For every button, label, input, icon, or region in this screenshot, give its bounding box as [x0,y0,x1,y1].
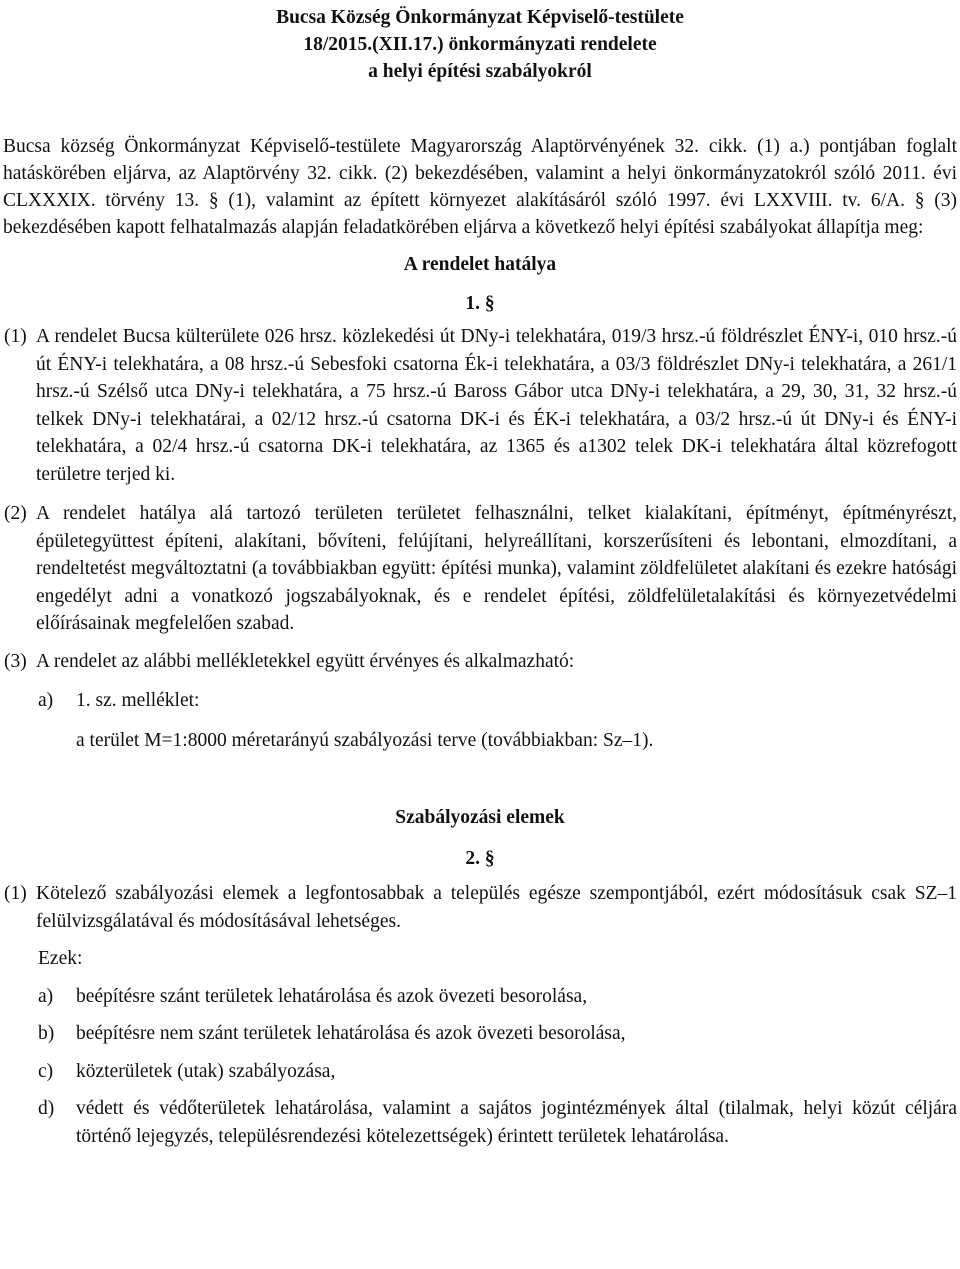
section-2-paragraph-1 [0,880,957,935]
paragraph-text: A rendelet hatálya alá tartozó területen területet felhasználni, telket kialakítani, építményt, építményrészt, épületegyüttest építeni, alakítani, bővíteni, felújítani, helyreállítani, korszerűsíteni és lebontani, elmozdítani, a rendeltetést megváltoztatni (a továbbiakban együtt: építési munka), valamint zöldfelületet alakítani és ezekre hatósági engedélyt adni a vonatkozó jogszabályoknak, és e rendelet építési, zöldfelületalakítási és környezetvédelmi előírásainak megfelelően szabad. [36,503,957,634]
document-title [0,4,960,85]
paragraph-number: (2) [4,503,27,524]
annex-item-a [0,687,957,715]
paragraph-text: A rendelet az alábbi mellékletekkel együtt érvényes és alkalmazható: [36,650,575,672]
list-item-b [0,1020,957,1048]
item-label: d) [38,1098,55,1119]
title-line-2: 18/2015.(XII.17.) önkormányzati rendelete [303,34,657,55]
section-1-number: 1. § [465,293,495,314]
list-item-c [0,1058,957,1086]
item-label: c) [38,1060,54,1082]
item-text: beépítésre szánt területek lehatárolása és azok övezeti besorolása, [76,985,588,1007]
item-label: b) [38,1023,55,1044]
paragraph-text: Kötelező szabályozási elemek a legfontosabbak a település egésze szempontjából, ezért módosításuk csak SZ–1 felülvizsgálatával és módosításával lehetséges. [36,883,957,932]
list-intro: Ezek: [38,948,83,969]
section-2-heading: Szabályozási elemek [395,807,565,828]
paragraph-number: (1) [4,883,27,904]
paragraph-text: A rendelet Bucsa külterülete 026 hrsz. közlekedési út DNy-i telekhatára, 019/3 hrsz.-ú földrészlet ÉNY-i, 010 hrsz.-ú út ÉNY-i telekhatára, a 08 hrsz.-ú Sebesfoki csatorna Ék-i telekhatára, a 03/3 földrészlet DNy-i telekhatára, a 261/1 hrsz.-ú Szélső utca DNy-i telekhatára, a 75 hrsz.-ú Baross Gábor utca DNy-i telekhatára, a 29, 30, 31, 32 hrsz.-ú telkek DNy-i telekhatárai, a 02/12 hrsz.-ú csatorna DK-i és ÉK-i telekhatára, a 03/2 hrsz.-ú út DNy-i és ÉNY-i telekhatára, a 02/4 hrsz.-ú csatorna DK-i telekhatára, az 1365 és a1302 telek DK-i telekhatára által közrefogott területre terjed ki. [36,326,957,485]
item-label: a) [38,985,54,1007]
paragraph-number: (3) [4,650,27,672]
section-1-paragraph-1 [0,323,957,488]
item-text: közterületek (utak) szabályozása, [76,1060,336,1082]
list-item-a [0,983,957,1011]
item-label: a) [38,690,54,711]
item-text: beépítésre nem szánt területek lehatárolása és azok övezeti besorolása, [76,1023,626,1044]
section-1-paragraph-2 [0,500,957,638]
item-text: 1. sz. melléklet: [76,690,200,711]
annex-item-a-description: a terület M=1:8000 méretarányú szabályozási terve (továbbiakban: Sz–1). [76,729,654,751]
item-text: védett és védőterületek lehatárolása, valamint a sajátos jogintézmények által (tilalmak, helyi közút céljára történő lejegyzés, településrendezési kötelezettségek) érintett területek lehatárolása. [76,1098,957,1147]
paragraph-number: (1) [4,326,27,347]
list-item-d [0,1095,957,1150]
section-2-number: 2. § [465,848,495,869]
preamble: Bucsa község Önkormányzat Képviselő-testülete Magyarország Alaptörvényének 32. cikk. (1) a.) pontjában foglalt hatáskörében eljárva, az Alaptörvény 32. cikk. (2) bekezdésében, valamint a helyi önkormányzatokról szóló 2011. évi CLXXXIX. törvény 13. § (1), valamint az épített környezet alakításáról szóló 1997. évi LXXVIII. tv. 6/A. § (3) bekezdésében kapott felhatalmazás alapján feladatkörében eljárva a következő helyi építési szabályokat állapítja meg: [3,136,957,238]
section-1-paragraph-3 [0,648,957,676]
title-line-1: Bucsa Község Önkormányzat Képviselő-testülete [276,7,684,28]
title-line-3: a helyi építési szabályokról [368,61,592,82]
section-1-heading: A rendelet hatálya [403,254,557,275]
